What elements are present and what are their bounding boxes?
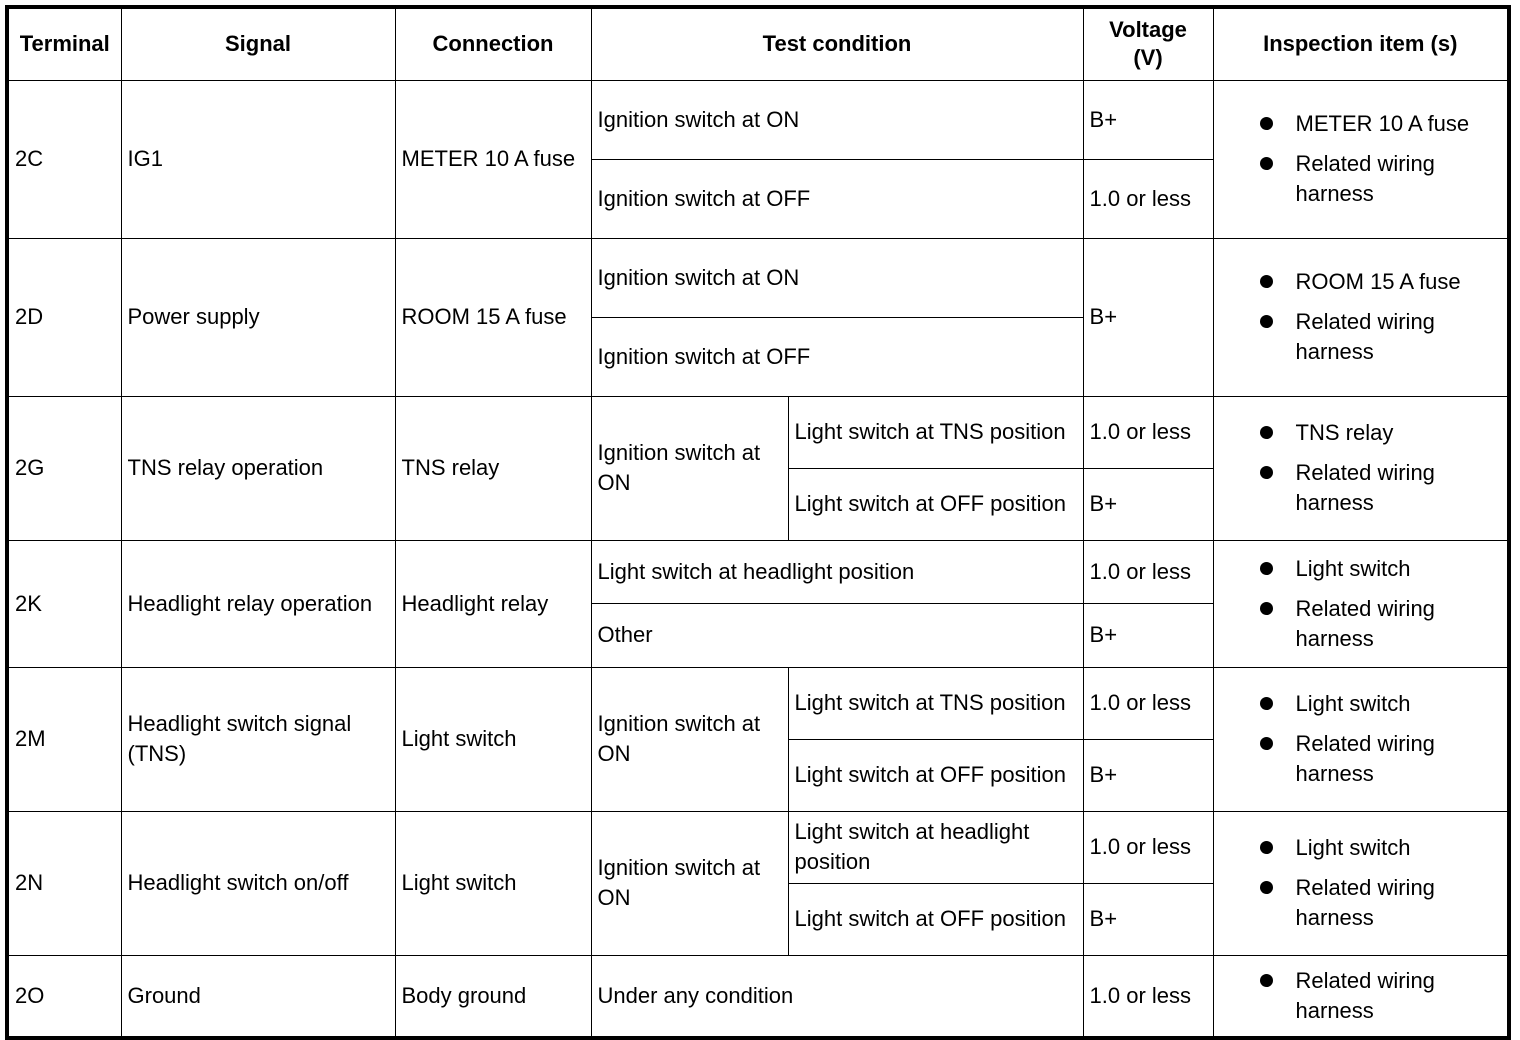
sub-condition-cell: Light switch at TNS position — [788, 667, 1083, 739]
test-condition-cell: Under any condition — [591, 955, 1083, 1038]
header-row — [7, 7, 1509, 80]
table-row — [7, 396, 1509, 468]
table-row — [7, 80, 1509, 159]
list-item: Related wiring harness — [1220, 729, 1502, 789]
voltage-cell: B+ — [1083, 80, 1213, 159]
list-item: Light switch — [1220, 833, 1502, 863]
signal-cell: Headlight switch signal (TNS) — [121, 667, 395, 811]
sub-condition-cell: Light switch at headlight position — [788, 811, 1083, 883]
inspection-cell — [1213, 80, 1509, 238]
voltage-cell: 1.0 or less — [1083, 955, 1213, 1038]
voltage-cell: 1.0 or less — [1083, 159, 1213, 238]
terminal-cell: 2K — [7, 540, 121, 667]
voltage-cell: 1.0 or less — [1083, 540, 1213, 603]
table-row — [7, 955, 1509, 1038]
test-condition-cell: Ignition switch at ON — [591, 811, 788, 955]
list-item: TNS relay — [1220, 418, 1502, 448]
voltage-cell: 1.0 or less — [1083, 667, 1213, 739]
list-item: Related wiring harness — [1220, 458, 1502, 518]
signal-cell: TNS relay operation — [121, 396, 395, 540]
voltage-cell: B+ — [1083, 603, 1213, 667]
connection-cell: TNS relay — [395, 396, 591, 540]
header-signal: Signal — [121, 7, 395, 80]
list-item: Related wiring harness — [1220, 873, 1502, 933]
list-item: Light switch — [1220, 689, 1502, 719]
connection-cell: Light switch — [395, 667, 591, 811]
list-item: Related wiring harness — [1220, 594, 1502, 654]
signal-cell: Headlight switch on/off — [121, 811, 395, 955]
terminal-voltage-table — [5, 5, 1511, 1040]
inspection-list — [1220, 109, 1502, 209]
test-condition-cell: Ignition switch at ON — [591, 80, 1083, 159]
test-condition-cell: Light switch at headlight position — [591, 540, 1083, 603]
connection-cell: Body ground — [395, 955, 591, 1038]
inspection-cell — [1213, 396, 1509, 540]
test-condition-cell: Ignition switch at ON — [591, 396, 788, 540]
voltage-cell: B+ — [1083, 468, 1213, 540]
inspection-list — [1220, 689, 1502, 789]
list-item: Related wiring harness — [1220, 307, 1502, 367]
signal-cell: Ground — [121, 955, 395, 1038]
connection-cell: Headlight relay — [395, 540, 591, 667]
terminal-cell: 2D — [7, 238, 121, 396]
table-row — [7, 667, 1509, 739]
inspection-cell — [1213, 811, 1509, 955]
list-item: METER 10 A fuse — [1220, 109, 1502, 139]
voltage-cell: B+ — [1083, 883, 1213, 955]
table-row — [7, 540, 1509, 603]
voltage-cell: B+ — [1083, 739, 1213, 811]
signal-cell: Headlight relay operation — [121, 540, 395, 667]
connection-cell: Light switch — [395, 811, 591, 955]
header-connection: Connection — [395, 7, 591, 80]
sub-condition-cell: Light switch at TNS position — [788, 396, 1083, 468]
inspection-list — [1220, 554, 1502, 654]
terminal-cell: 2M — [7, 667, 121, 811]
voltage-cell: B+ — [1083, 238, 1213, 396]
test-condition-cell: Ignition switch at OFF — [591, 159, 1083, 238]
list-item: ROOM 15 A fuse — [1220, 267, 1502, 297]
inspection-cell — [1213, 238, 1509, 396]
terminal-cell: 2C — [7, 80, 121, 238]
connection-cell: METER 10 A fuse — [395, 80, 591, 238]
inspection-list — [1220, 418, 1502, 518]
terminal-cell: 2O — [7, 955, 121, 1038]
voltage-cell: 1.0 or less — [1083, 811, 1213, 883]
test-condition-cell: Ignition switch at ON — [591, 667, 788, 811]
inspection-cell — [1213, 540, 1509, 667]
inspection-list — [1220, 267, 1502, 367]
inspection-cell — [1213, 955, 1509, 1038]
test-condition-cell: Ignition switch at ON — [591, 238, 1083, 317]
terminal-cell: 2N — [7, 811, 121, 955]
header-terminal: Terminal — [7, 7, 121, 80]
table-row — [7, 811, 1509, 883]
list-item: Light switch — [1220, 554, 1502, 584]
header-test-condition: Test condition — [591, 7, 1083, 80]
header-voltage: Voltage (V) — [1083, 7, 1213, 80]
list-item: Related wiring harness — [1220, 149, 1502, 209]
header-inspection-items: Inspection item (s) — [1213, 7, 1509, 80]
sub-condition-cell: Light switch at OFF position — [788, 468, 1083, 540]
test-condition-cell: Ignition switch at OFF — [591, 317, 1083, 396]
inspection-list — [1220, 833, 1502, 933]
sub-condition-cell: Light switch at OFF position — [788, 883, 1083, 955]
connection-cell: ROOM 15 A fuse — [395, 238, 591, 396]
table-row — [7, 238, 1509, 317]
list-item: Related wiring harness — [1220, 966, 1502, 1026]
signal-cell: IG1 — [121, 80, 395, 238]
inspection-cell — [1213, 667, 1509, 811]
voltage-cell: 1.0 or less — [1083, 396, 1213, 468]
sub-condition-cell: Light switch at OFF position — [788, 739, 1083, 811]
terminal-cell: 2G — [7, 396, 121, 540]
test-condition-cell: Other — [591, 603, 1083, 667]
inspection-list — [1220, 966, 1502, 1026]
signal-cell: Power supply — [121, 238, 395, 396]
